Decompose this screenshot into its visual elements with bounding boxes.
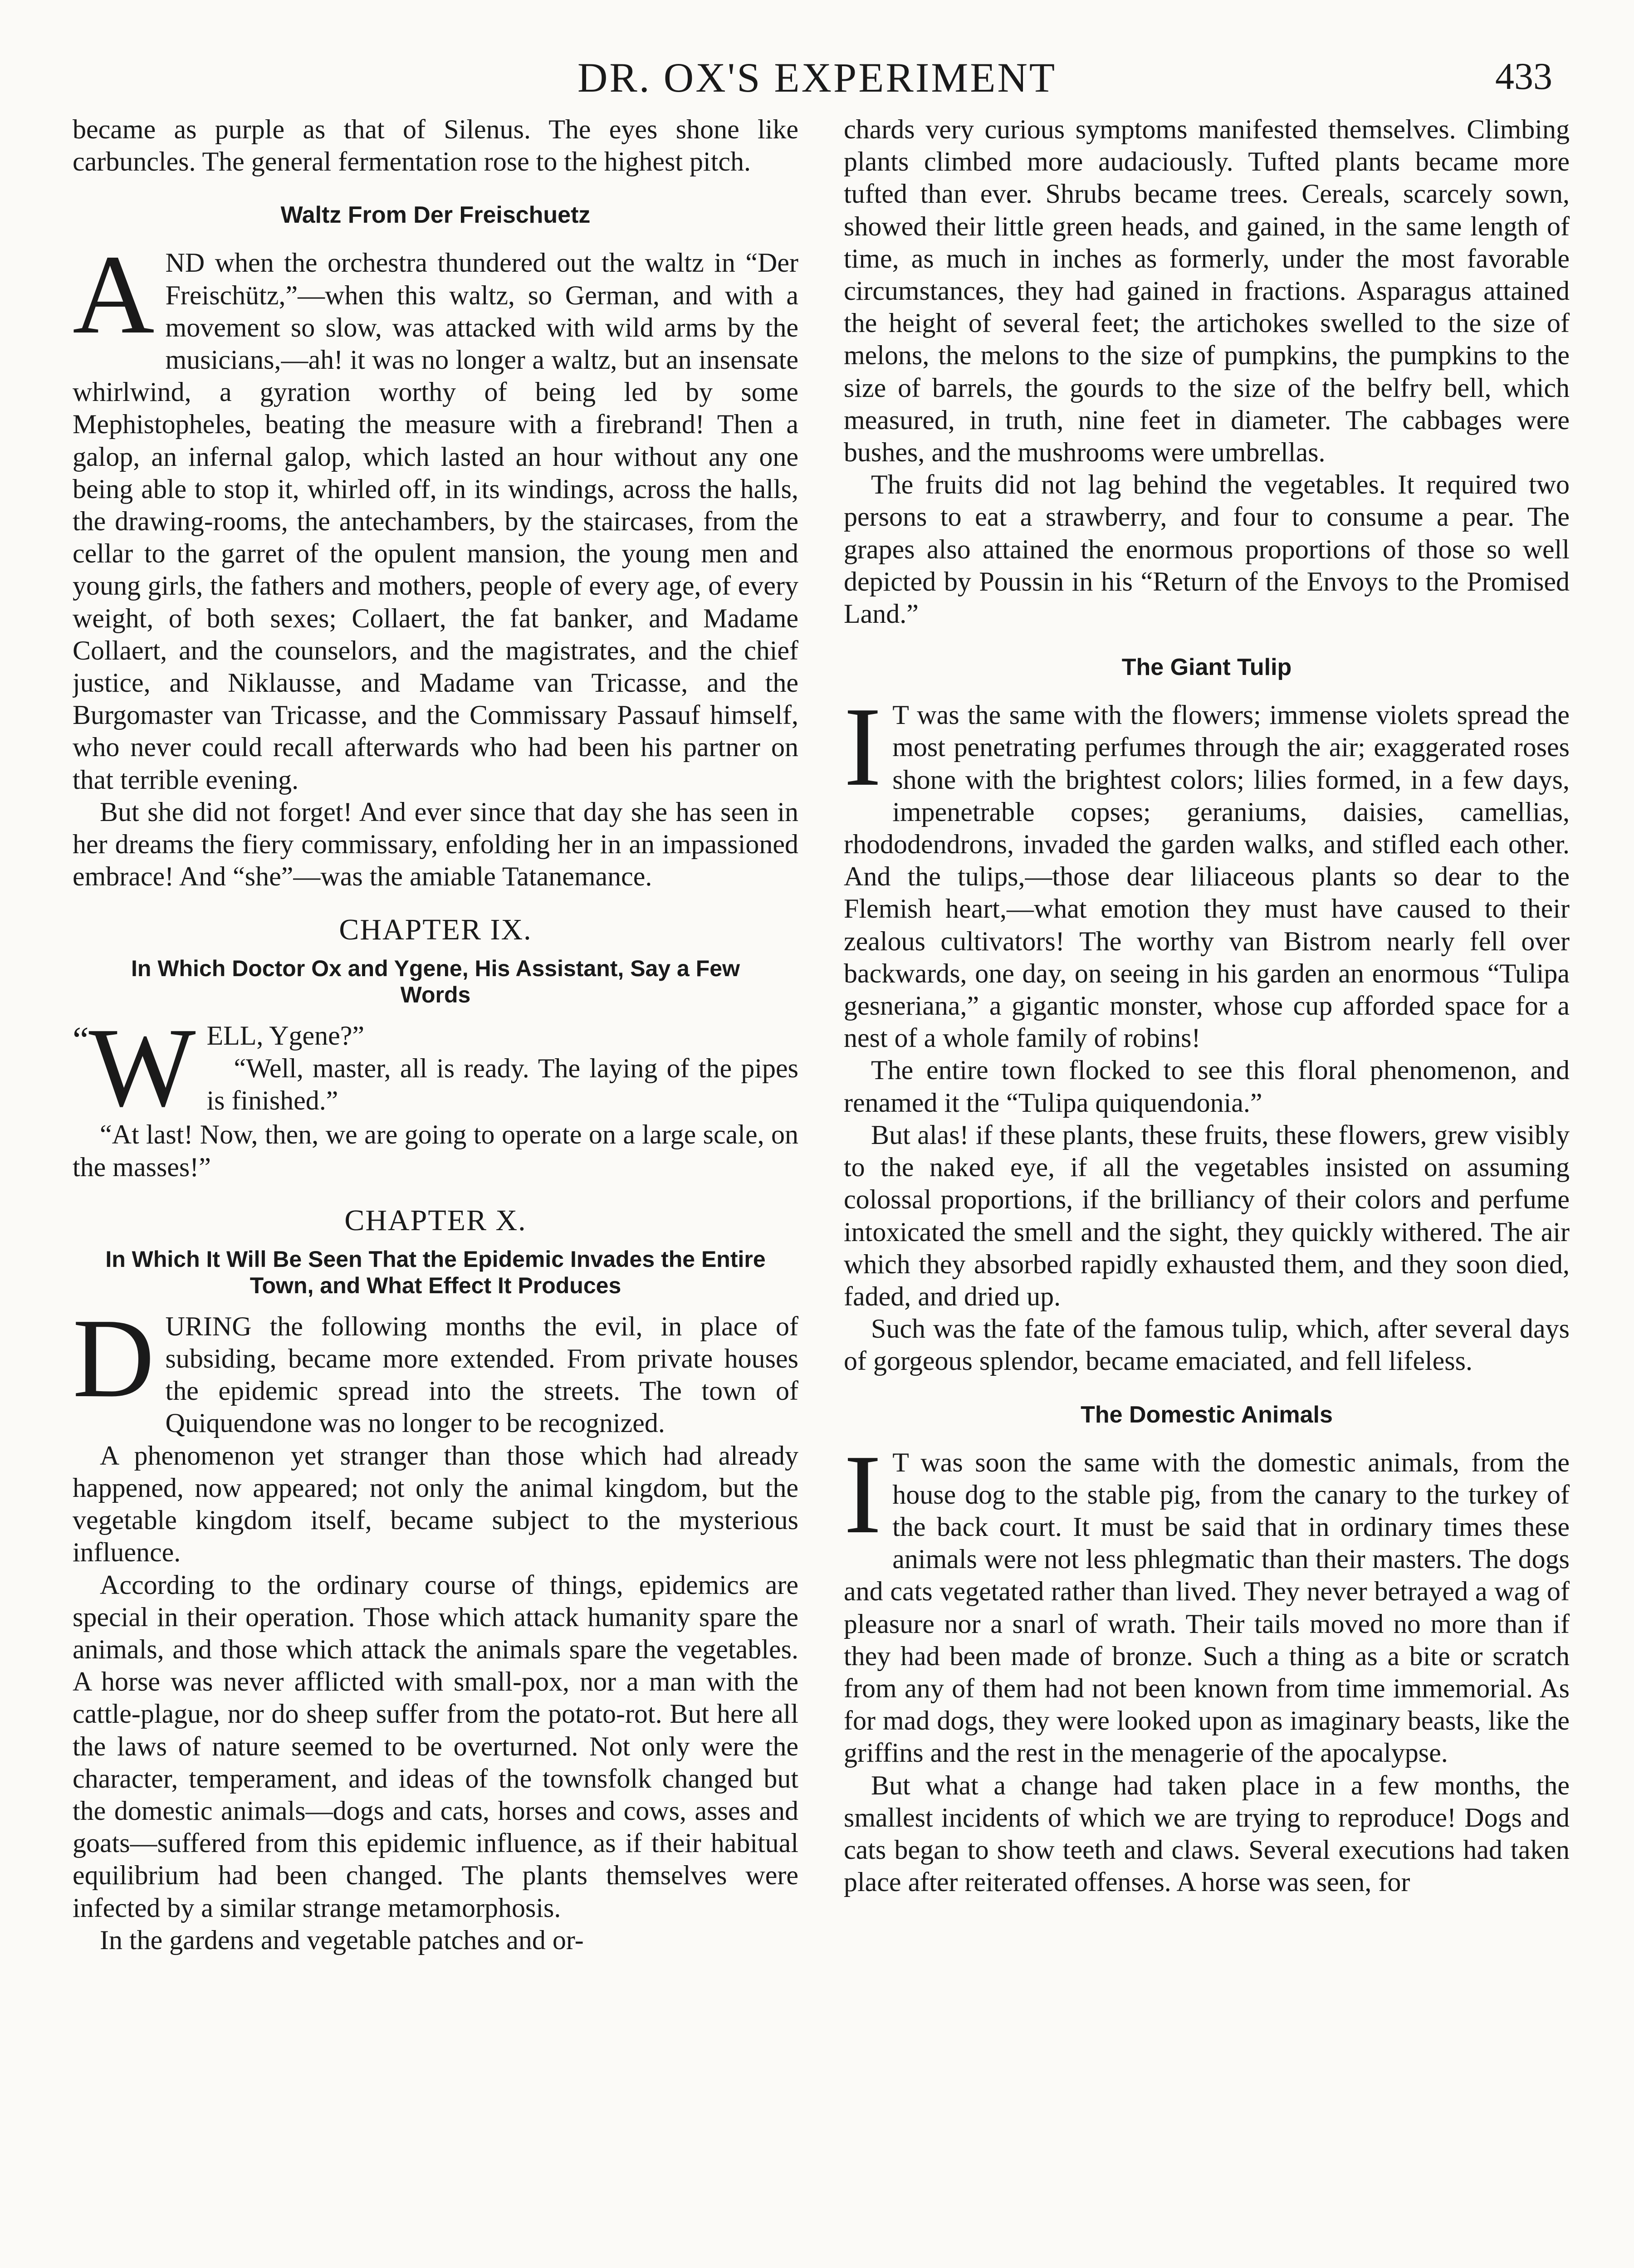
opening-quote: “ [73, 1020, 89, 1061]
opening-word: URING [165, 1311, 252, 1341]
section-heading: Waltz From Der Freischuetz [280, 202, 591, 229]
paragraph [73, 232, 798, 796]
paragraph: chards very curious symptoms manifested themselves. Climbing plants climbed more audaciously. Tufted plants became more tufted than ever. Shrubs became trees. Cereals, scarcely sown, showed their little green heads, and gained, in the same length of time, as much in inches as formerly, under the most favorable circumstances, they had gained in fractions. Asparagus attained the height of several feet; the artichokes swelled to the size of melons, the melons to the size of pumpkins, the pumpkins to the size of barrels, the gourds to the size of the belfry bell, which measured, in truth, nine feet in diameter. The cabbages were bushes, and the mushrooms were umbrellas. [844, 114, 1570, 468]
drop-cap: A [73, 232, 155, 358]
drop-cap: D [73, 1295, 155, 1421]
chapter-subtitle: In Which Doctor Ox and Ygene, His Assistant, Say a Few Words [131, 956, 740, 1008]
paragraph: According to the ordinary course of things, epidemics are special in their operation. Those which attack humanity spare the animals, and those which attack the animals spare the vegetables. A horse was never afflicted with small-pox, nor a man with the cattle-plague, nor do sheep suffer from the potato-rot. But here all the laws of nature seemed to be overturned. Not only were the character, temperament, and ideas of the townsfolk changed but the domestic animals—dogs and cats, horses and cows, asses and goats—suffered from this epidemic influence, as if their habitual equilibrium had been changed. The plants themselves were infected by a similar strange metamorphosis. [73, 1569, 798, 1923]
paragraph [844, 1431, 1570, 1769]
paragraph [844, 684, 1570, 1054]
opening-word: T [892, 1447, 909, 1477]
paragraph-text: the following months the evil, in place of subsiding, became more extended. From private houses the epidemic spread into the streets. The town of Quiquendone was no longer to be recognized. [165, 1311, 798, 1438]
running-head [0, 54, 1634, 103]
paragraph: Such was the fate of the famous tulip, which, after several days of gorgeous splendor, became emaciated, and fell lifeless. [844, 1314, 1570, 1376]
section-heading: The Giant Tulip [1121, 654, 1292, 681]
text-columns [73, 113, 1570, 2268]
left-column [73, 113, 798, 2268]
paragraph-text: was the same with the flowers; immense violets spread the most penetrating perfumes through the air; exaggerated roses shone with the brightest colors; lilies formed, in a few days, impenetrable copses; geraniums, daisies, camellias, rhododendrons, invaded the garden walks, and stifled each other. And the tulips,—those dear liliaceous plants so dear to the Flemish heart,—what emotion they must have caused to their zealous cultivators! The worthy van Bistrom nearly fell over backwards, one day, on seeing in his garden an enormous “Tulipa gesneriana,” a gigantic monster, whose cup afforded space for a nest of a whole family of robins! [844, 700, 1570, 1053]
drop-cap: W [88, 1005, 196, 1131]
section-heading: The Domestic Animals [1081, 1401, 1333, 1428]
paragraph: became as purple as that of Silenus. The eyes shone like carbuncles. The general fermentation rose to the highest pitch. [73, 114, 798, 177]
paragraph-text: was soon the same with the domestic animals, from the house dog to the stable pig, from the canary to the turkey of the back court. It must be said that in ordinary times these animals were not less phlegmatic than their masters. The dogs and cats vegetated rather than lived. They never betrayed a wag of pleasure nor a snarl of wrath. Their tails moved no more than if they had been made of bronze. Such a thing as a bite or scratch from any of them had not been known from time immemorial. As for mad dogs, they were looked upon as imaginary beasts, like the griffins and the rest in the menagerie of the apocalypse. [844, 1447, 1570, 1768]
paragraph: But she did not forget! And ever since that day she has seen in her dreams the fiery commissary, enfolding her in an impassioned embrace! And “she”—was the amiable Tatanemance. [73, 797, 798, 892]
chapter-subtitle: In Which It Will Be Seen That the Epidemic Invades the Entire Town, and What Effect It Produces [105, 1246, 766, 1298]
opening-word: T [892, 700, 909, 730]
paragraph: The fruits did not lag behind the vegetables. It required two persons to eat a strawberry, and four to consume a pear. The grapes also attained the enormous proportions of those so well depicted by Poussin in his “Return of the Envoys to the Promised Land.” [844, 469, 1570, 629]
paragraph: A phenomenon yet stranger than those which had already happened, now appeared; not only the animal kingdom, but the vegetable kingdom itself, became subject to the mysterious influence. [73, 1440, 798, 1568]
paragraph [73, 1295, 798, 1440]
paragraph: “Well, master, all is ready. The laying of the pipes is finished.” [206, 1053, 798, 1115]
paragraph: But what a change had taken place in a few months, the smallest incidents of which we are trying to reproduce! Dogs and cats began to show teeth and claws. Several executions had taken place after reiterated offenses. A horse was seen, for [844, 1770, 1570, 1897]
chapter-heading: CHAPTER IX. [339, 913, 532, 947]
opening-word: ND [165, 248, 205, 278]
paragraph-text: Ygene?” [263, 1021, 365, 1051]
right-column [844, 113, 1570, 2268]
opening-word: ELL, [206, 1021, 264, 1051]
paragraph: The entire town flocked to see this floral phenomenon, and renamed it the “Tulipa quiquendonia.” [844, 1055, 1570, 1118]
page-title: DR. OX'S EXPERIMENT [577, 54, 1057, 101]
paragraph: In the gardens and vegetable patches and or- [100, 1925, 584, 1955]
paragraph-text: when the orchestra thundered out the waltz in “Der Freischütz,”—when this waltz, so German, and with a movement so slow, was attacked with wild arms by the musicians,—ah! it was no longer a waltz, but an insensate whirlwind, a gyration worthy of being led by some Mephistopheles, beating the measure with a firebrand! Then a galop, an infernal galop, which lasted an hour without any one being able to stop it, whirled off, in its windings, across the halls, the drawing-rooms, the antechambers, by the staircases, from the cellar to the garret of the opulent mansion, the young men and young girls, the fathers and mothers, people of every age, of every weight, of both sexes; Collaert, the fat banker, and Madame Collaert, and the counselors, and the magistrates, and the chief justice, and Niklausse, and Madame van Tricasse, and the Burgomaster van Tricasse, and the Commissary Passauf himself, who never could recall afterwards who had been his partner on that terrible evening. [73, 248, 798, 795]
drop-cap: I [844, 684, 882, 810]
paragraph: But alas! if these plants, these fruits, these flowers, grew visibly to the naked eye, if all the vegetables insisted on assuming colossal proportions, if the brilliancy of their colors and perfume intoxicated the smell and the sight, they quickly withered. The air which they absorbed rapidly exhausted them, and they soon died, faded, and dried up. [844, 1119, 1570, 1311]
drop-cap: I [844, 1431, 882, 1557]
chapter-heading: CHAPTER X. [344, 1203, 527, 1237]
paragraph: “At last! Now, then, we are going to operate on a large scale, on the masses!” [73, 1119, 798, 1182]
page-number: 433 [1495, 55, 1552, 98]
